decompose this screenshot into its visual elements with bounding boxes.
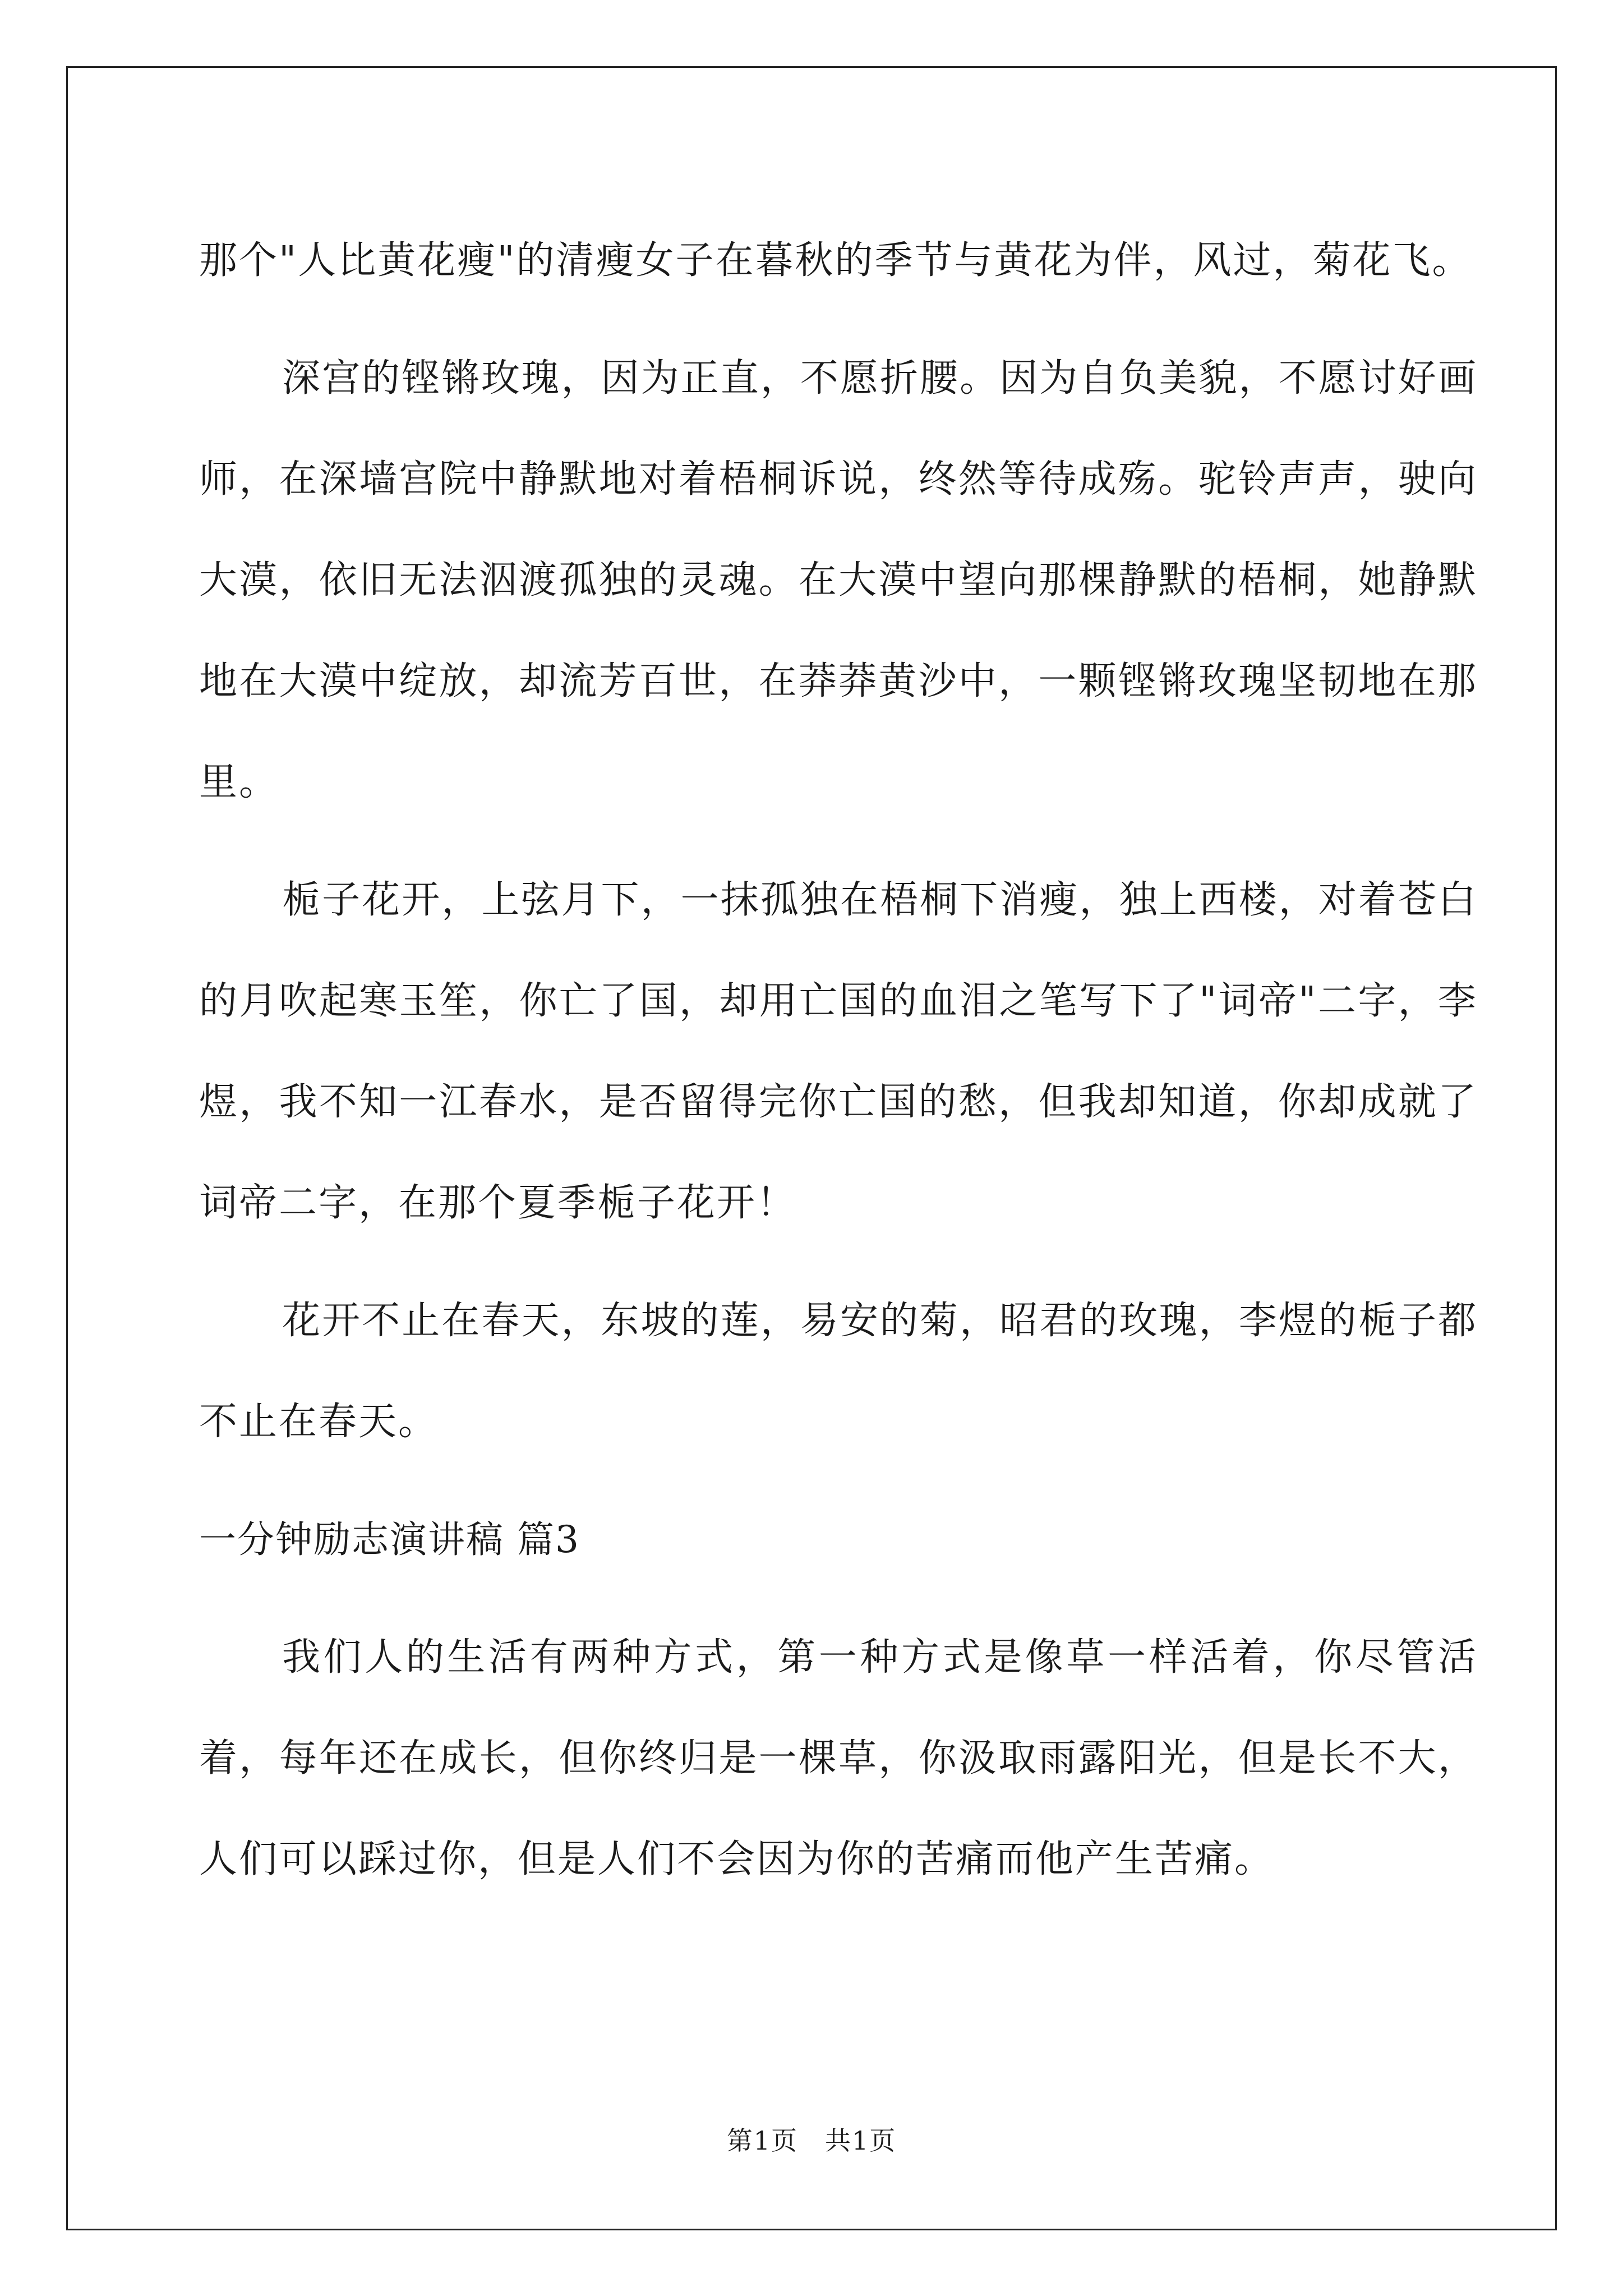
page-number: 第1页 共1页	[726, 2125, 897, 2156]
paragraph-2: 深宫的铿锵玫瑰，因为正直，不愿折腰。因为自负美貌，不愿讨好画师，在深墙宫院中静默地对着梧桐诉说，终然等待成殇。驼铃声声，驶向大漠，依旧无法泅渡孤独的灵魂。在大漠中望向那棵静默的梧桐，她静默地在大漠中绽放，却流芳百世，在莽莽黄沙中，一颗铿锵玫瑰坚韧地在那里。	[199, 356, 1478, 804]
paragraph-5: 我们人的生活有两种方式，第一种方式是像草一样活着，你尽管活着，每年还在成长，但你终归是一棵草，你汲取雨露阳光，但是长不大，人们可以踩过你，但是人们不会因为你的苦痛而他产生苦痛。	[199, 1635, 1478, 1881]
paragraph-3: 栀子花开，上弦月下，一抹孤独在梧桐下消瘦，独上西楼，对着苍白的月吹起寒玉笙，你亡了国，却用亡国的血泪之笔写下了"词帝"二字，李煜，我不知一江春水，是否留得完你亡国的愁，但我却知道，你却成就了词帝二字，在那个夏季栀子花开！	[199, 878, 1478, 1225]
document-body	[199, 210, 1478, 1927]
paragraph-1: 那个"人比黄花瘦"的清瘦女子在暮秋的季节与黄花为伴，风过，菊花飞。	[199, 238, 1472, 283]
section-heading: 一分钟励志演讲稿 篇3	[199, 1518, 580, 1561]
paragraph-4: 花开不止在春天，东坡的莲，易安的菊，昭君的玫瑰，李煜的栀子都不止在春天。	[199, 1299, 1478, 1444]
